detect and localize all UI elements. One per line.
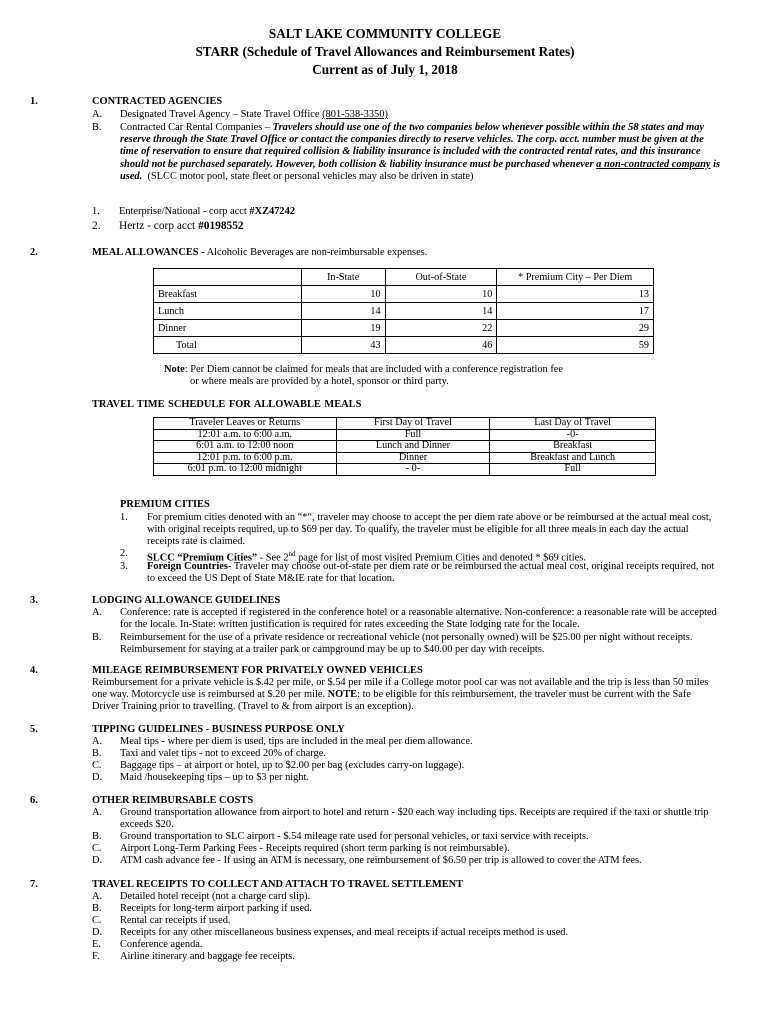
table-cell: 17 [497, 303, 654, 320]
travel-time-table [153, 417, 656, 476]
table-row [154, 320, 654, 337]
table-header-row [154, 269, 654, 286]
doc-date: Current as of July 1, 2018 [312, 62, 458, 77]
item-text: Ground transportation to SLC airport - $.54 mileage rate used for personal vehicles, or taxi service with receipts. [120, 831, 589, 842]
table-row [154, 464, 656, 476]
section-title: TRAVEL RECEIPTS TO COLLECT AND ATTACH TO TRAVEL SETTLEMENT [92, 879, 464, 890]
note-text: : Per Diem cannot be claimed for meals that are included with a conference registration fee [184, 364, 564, 375]
table-cell: 19 [301, 320, 385, 337]
item-letter: A. [92, 736, 103, 747]
table-cell: 10 [385, 286, 497, 303]
table-cell: 12:01 a.m. to 6:00 a.m. [154, 429, 337, 441]
table-cell: 14 [385, 303, 497, 320]
item-text: Airport Long-Term Parking Fees - Receipts required (short term parking is not reimbursable). [120, 843, 510, 854]
item-text: Airline itinerary and baggage fee receipts. [120, 951, 295, 962]
table-cell: Dinner [336, 452, 490, 464]
item-letter: B. [92, 903, 102, 914]
table-header-cell: First Day of Travel [336, 418, 490, 430]
table-cell: 12:01 p.m. to 6:00 p.m. [154, 452, 337, 464]
item-text: Reimbursement for a private vehicle is $.42 per mile, or $.54 per mile if a College motor pool car was not available and the trip is less than 50 miles one way. Motorcycle use is reimbursed at $.20 per mile. [92, 677, 709, 701]
item-tail: (SLCC motor pool, state fleet or personal vehicles may also be driven in state) [147, 170, 474, 182]
table-total-row [154, 337, 654, 354]
table-cell: 43 [301, 337, 385, 354]
section-title: MEAL ALLOWANCES [92, 247, 199, 258]
item-letter: E. [92, 939, 101, 950]
table-header-row [154, 418, 656, 430]
item-text: - Traveler may choose out-of-state per diem rate or be reimbursed the actual meal cost, original receipts required, not to exceed the US Dept of State M&IE rate for that location. [147, 561, 715, 585]
item-number: 2. [92, 220, 101, 232]
table-cell: 13 [497, 286, 654, 303]
item-letter: B. [92, 748, 102, 759]
item-number: 2. [120, 548, 128, 559]
table-header-cell: * Premium City – Per Diem [497, 269, 654, 286]
item-letter: A. [92, 109, 103, 120]
item-bold: Foreign Countries [147, 561, 228, 572]
table-header-cell [154, 269, 302, 286]
table-cell: 14 [301, 303, 385, 320]
item-text: Designated Travel Agency – State Travel Office [120, 109, 323, 120]
section-title: TIPPING GUIDELINES - BUSINESS PURPOSE ONLY [92, 724, 345, 735]
section-number: 5. [30, 724, 38, 735]
item-text: Detailed hotel receipt (not a charge card slip). [120, 891, 311, 902]
item-number: 1. [120, 512, 128, 523]
table-row [154, 429, 656, 441]
table-cell: Breakfast [490, 441, 656, 453]
mileage-text [92, 677, 720, 714]
premium-cities-title: PREMIUM CITIES [120, 499, 210, 510]
section-number: 6. [30, 795, 38, 806]
section-number: 7. [30, 879, 38, 890]
section-title: LODGING ALLOWANCE GUIDELINES [92, 595, 281, 606]
meal-note [164, 364, 684, 388]
item-text: For premium cities denoted with an “*“, traveler may choose to accept the per diem rate above or be reimbursed at the actual meal cost, with original receipts required, up to $69 per day. To qualify, the traveler must be eligible for all three meals in each day the actual receipts rate is claimed. [147, 512, 712, 548]
item-letter: B. [92, 632, 102, 643]
table-cell: Total [154, 337, 302, 354]
table-cell: -0- [490, 429, 656, 441]
table-cell: Dinner [154, 320, 302, 337]
table-cell: 6:01 p.m. to 12:00 midnight [154, 464, 337, 476]
section-title: OTHER REIMBURSABLE COSTS [92, 795, 254, 806]
doc-subtitle: STARR (Schedule of Travel Allowances and Reimbursement Rates) [195, 44, 575, 59]
phone-link[interactable]: (801-538-3350) [322, 109, 388, 120]
account-number: #XZ47242 [249, 206, 296, 217]
item-text: Conference agenda. [120, 939, 203, 950]
item-text: Baggage tips – at airport or hotel, up to $2.00 per bag (excludes carry-on luggage). [120, 760, 465, 771]
item-letter: D. [92, 855, 103, 866]
item-sup: nd [288, 550, 296, 558]
item-letter: A. [92, 807, 103, 818]
item-italic-text-end: is used. [120, 158, 720, 182]
section-title-tail: - Alcoholic Beverages are non-reimbursable expenses. [198, 247, 428, 258]
table-cell: Full [490, 464, 656, 476]
item-text: Conference: rate is accepted if registered in the conference hotel or a reasonable alternative. Non-conference: a reasonable rate will be accepted for the locale. In-State: written justification is required for rates exceeding the State lodging rate for the locale. [120, 607, 717, 631]
item-text: Meal tips - where per diem is used, tips are included in the meal per diem allowance. [120, 736, 473, 747]
item-text: Receipts for any other miscellaneous business expenses, and meal receipts if actual receipts method is used. [120, 927, 569, 938]
table-header-cell: Last Day of Travel [490, 418, 656, 430]
table-cell: Breakfast [154, 286, 302, 303]
section-number: 1. [30, 96, 38, 107]
travel-schedule-title: TRAVEL TIME SCHEDULE FOR ALLOWABLE MEALS [92, 399, 362, 410]
item-letter: A. [92, 607, 103, 618]
table-cell: 22 [385, 320, 497, 337]
table-cell: Breakfast and Lunch [490, 452, 656, 464]
account-label: Hertz - corp acct [119, 220, 199, 232]
item-lead: Contracted Car Rental Companies – [120, 122, 273, 133]
table-header-cell: Out-of-State [385, 269, 497, 286]
item-text-end: page for list of most visited Premium Cities and denoted * $69 cities. [295, 552, 586, 564]
item-letter: C. [92, 915, 102, 926]
section-number: 3. [30, 595, 38, 606]
item-italic-text: Travelers should use one of the two companies below whenever possible within the 58 states and may reserve through the State Travel Office or contact the companies directly to reserve vehicles. The corp. acct. number must be given at the time of reservation to ensure that required collision & liability insurance is included with the contracted rental rates, and this insurance should not be purchased separately. However, both collision & liability insurance must be purchased whenever [120, 122, 705, 170]
table-row [154, 303, 654, 320]
item-number: 1. [92, 206, 100, 217]
item-text: Receipts for long-term airport parking if used. [120, 903, 312, 914]
table-cell: 46 [385, 337, 497, 354]
meal-allowance-table [153, 268, 654, 354]
item-letter: A. [92, 891, 103, 902]
note-label: NOTE [327, 689, 358, 701]
item-text: Reimbursement for the use of a private residence or recreational vehicle (not personally owned) will be $25.00 per night without receipts. Reimbursement for staying at a trailer park or campground may be up to $40.00 per day with receipts. [120, 632, 693, 656]
item-text: Rental car receipts if used. [120, 915, 231, 926]
item-text: ATM cash advance fee - If using an ATM is necessary, one reimbursement of $6.50 per trip is allowed to cover the ATM fees. [120, 855, 642, 866]
table-row [154, 286, 654, 303]
item-letter: C. [92, 760, 102, 771]
note-text-2: or where meals are provided by a hotel, sponsor or third party. [190, 376, 449, 388]
item-text: Ground transportation allowance from airport to hotel and return - $20 each way including tips. Receipts are required if the taxi or shuttle trip exceeds $20. [120, 807, 709, 831]
section-title: CONTRACTED AGENCIES [92, 96, 223, 107]
table-cell: Lunch and Dinner [336, 441, 490, 453]
section-number: 4. [30, 665, 38, 676]
item-letter: C. [92, 843, 102, 854]
item-text-end: : to be eligible for this reimbursement, the traveler must be current with the Safe Driver Training prior to travelling. (Travel to & from airport is an exception). [92, 689, 691, 713]
account-label: Enterprise/National - corp acct [119, 206, 250, 217]
item-letter: D. [92, 772, 103, 783]
item-letter: B. [92, 831, 102, 842]
table-header-cell: In-State [301, 269, 385, 286]
table-cell: Lunch [154, 303, 302, 320]
table-row [154, 441, 656, 453]
item-underline-text: a non-contracted company [596, 158, 711, 170]
item-bold: SLCC “Premium Cities” [147, 552, 258, 564]
item-text: Maid /housekeeping tips – up to $3 per night. [120, 772, 310, 783]
item-number: 3. [120, 561, 128, 572]
table-cell: 59 [497, 337, 654, 354]
item-letter: D. [92, 927, 103, 938]
account-number: #0198552 [198, 220, 244, 232]
note-label: Note [164, 364, 185, 375]
table-cell: 6:01 a.m. to 12:00 noon [154, 441, 337, 453]
table-cell: 29 [497, 320, 654, 337]
section-number: 2. [30, 247, 38, 258]
item-text: Taxi and valet tips - not to exceed 20% of charge. [120, 748, 326, 759]
table-header-cell: Traveler Leaves or Returns [154, 418, 337, 430]
table-cell: 10 [301, 286, 385, 303]
section-title: MILEAGE REIMBURSEMENT FOR PRIVATELY OWNED VEHICLES [92, 665, 423, 676]
doc-title: SALT LAKE COMMUNITY COLLEGE [268, 26, 502, 41]
item-letter: B. [92, 122, 102, 133]
item-text: - See 2 [257, 552, 289, 564]
table-row [154, 452, 656, 464]
table-cell: - 0- [336, 464, 490, 476]
table-cell: Full [336, 429, 490, 441]
item-letter: F. [92, 951, 100, 962]
